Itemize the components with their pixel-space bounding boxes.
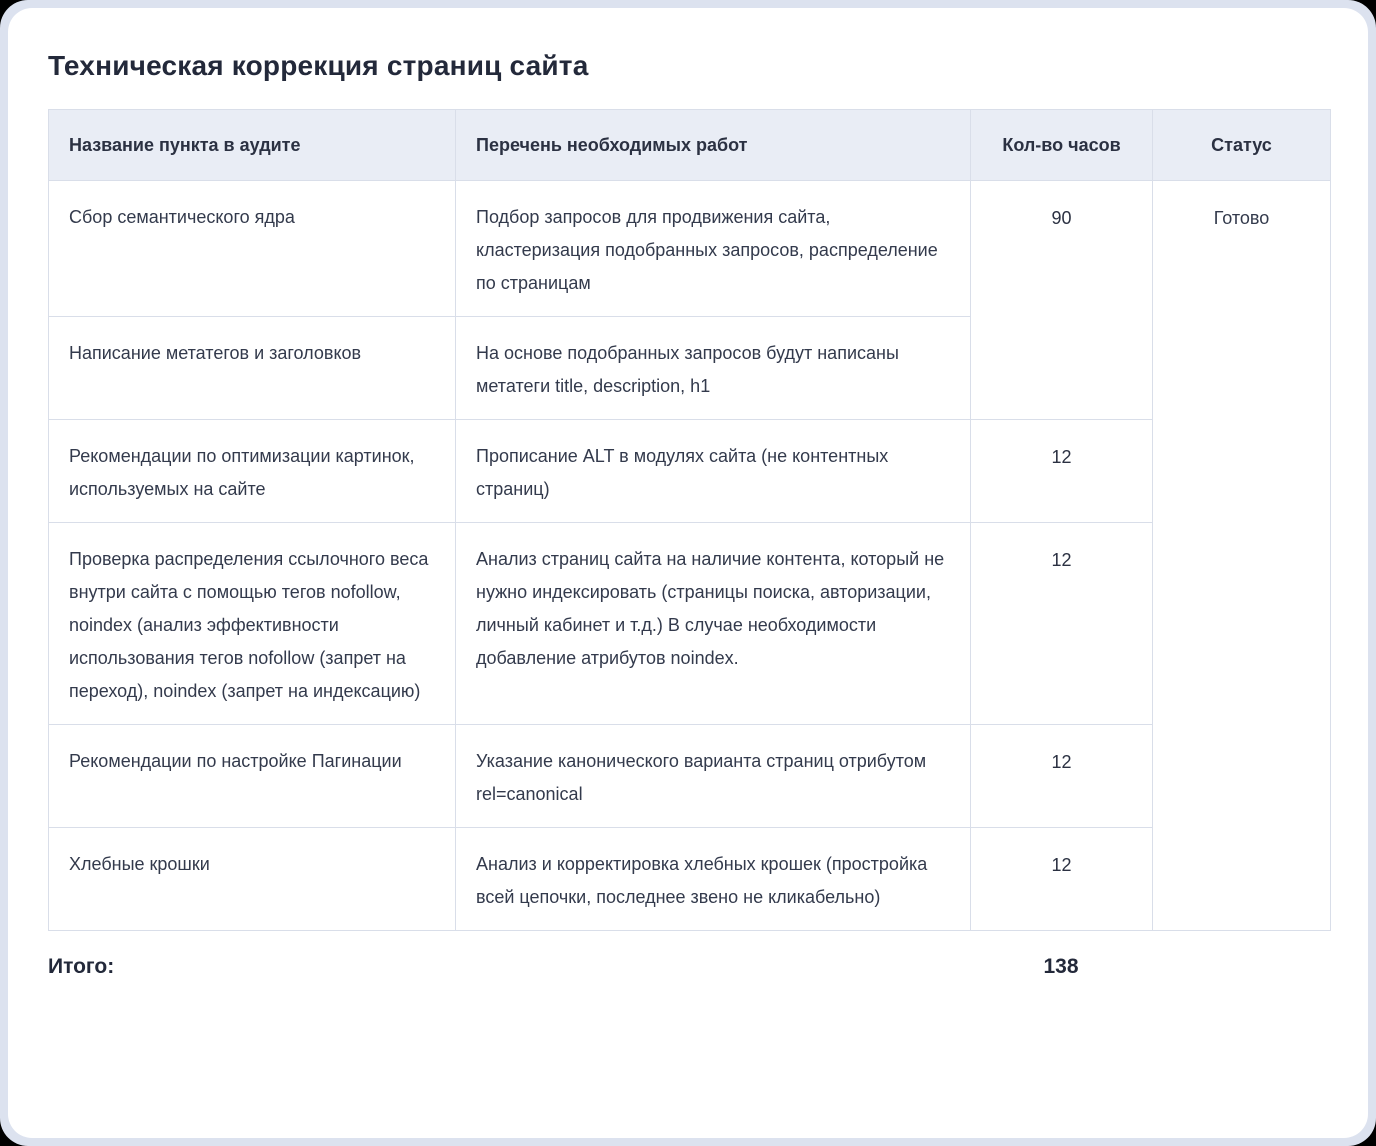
column-header-work-list: Перечень необходимых работ	[456, 110, 971, 181]
hours-cell: 12	[971, 523, 1153, 725]
audit-item-cell: Проверка распределения ссылочного веса внутри сайта с помощью тегов nofollow, noindex (анализ эффективности использования тегов nofollow (запрет на переход), noindex (запрет на индексацию)	[49, 523, 456, 725]
page-title: Техническая коррекция страниц сайта	[48, 50, 589, 81]
audit-item-cell: Написание метатегов и заголовков	[49, 317, 456, 420]
hours-cell: 12	[971, 828, 1153, 931]
total-label: Итого:	[48, 955, 115, 978]
table-row	[49, 523, 1331, 725]
work-list-cell: На основе подобранных запросов будут написаны метатеги title, description, h1	[456, 317, 971, 420]
audit-item-cell: Хлебные крошки	[49, 828, 456, 931]
hours-cell: 90	[971, 181, 1153, 420]
table-row	[49, 420, 1331, 523]
table-header-row	[49, 110, 1331, 181]
table-row	[49, 181, 1331, 317]
audit-table	[48, 109, 1331, 931]
table-row	[49, 828, 1331, 931]
status-cell: Готово	[1153, 181, 1331, 931]
total-hours-value: 138	[1043, 955, 1079, 978]
work-list-cell: Анализ и корректировка хлебных крошек (простройка всей цепочки, последнее звено не кликабельно)	[456, 828, 971, 931]
work-list-cell: Подбор запросов для продвижения сайта, кластеризация подобранных запросов, распределение по страницам	[456, 181, 971, 317]
work-list-cell: Прописание ALT в модулях сайта (не контентных страниц)	[456, 420, 971, 523]
column-header-status: Статус	[1153, 110, 1331, 181]
table-row	[49, 725, 1331, 828]
audit-item-cell: Рекомендации по настройке Пагинации	[49, 725, 456, 828]
work-list-cell: Указание канонического варианта страниц отрибутом rel=canonical	[456, 725, 971, 828]
work-list-cell: Анализ страниц сайта на наличие контента, который не нужно индексировать (страницы поиска, авторизации, личный кабинет и т.д.) В случае необходимости добавление атрибутов noindex.	[456, 523, 971, 725]
column-header-audit-item: Название пункта в аудите	[49, 110, 456, 181]
content-card	[8, 8, 1368, 1138]
hours-cell: 12	[971, 420, 1153, 523]
audit-item-cell: Рекомендации по оптимизации картинок, используемых на сайте	[49, 420, 456, 523]
totals-row	[48, 955, 1330, 995]
audit-item-cell: Сбор семантического ядра	[49, 181, 456, 317]
hours-cell: 12	[971, 725, 1153, 828]
column-header-hours: Кол-во часов	[971, 110, 1153, 181]
